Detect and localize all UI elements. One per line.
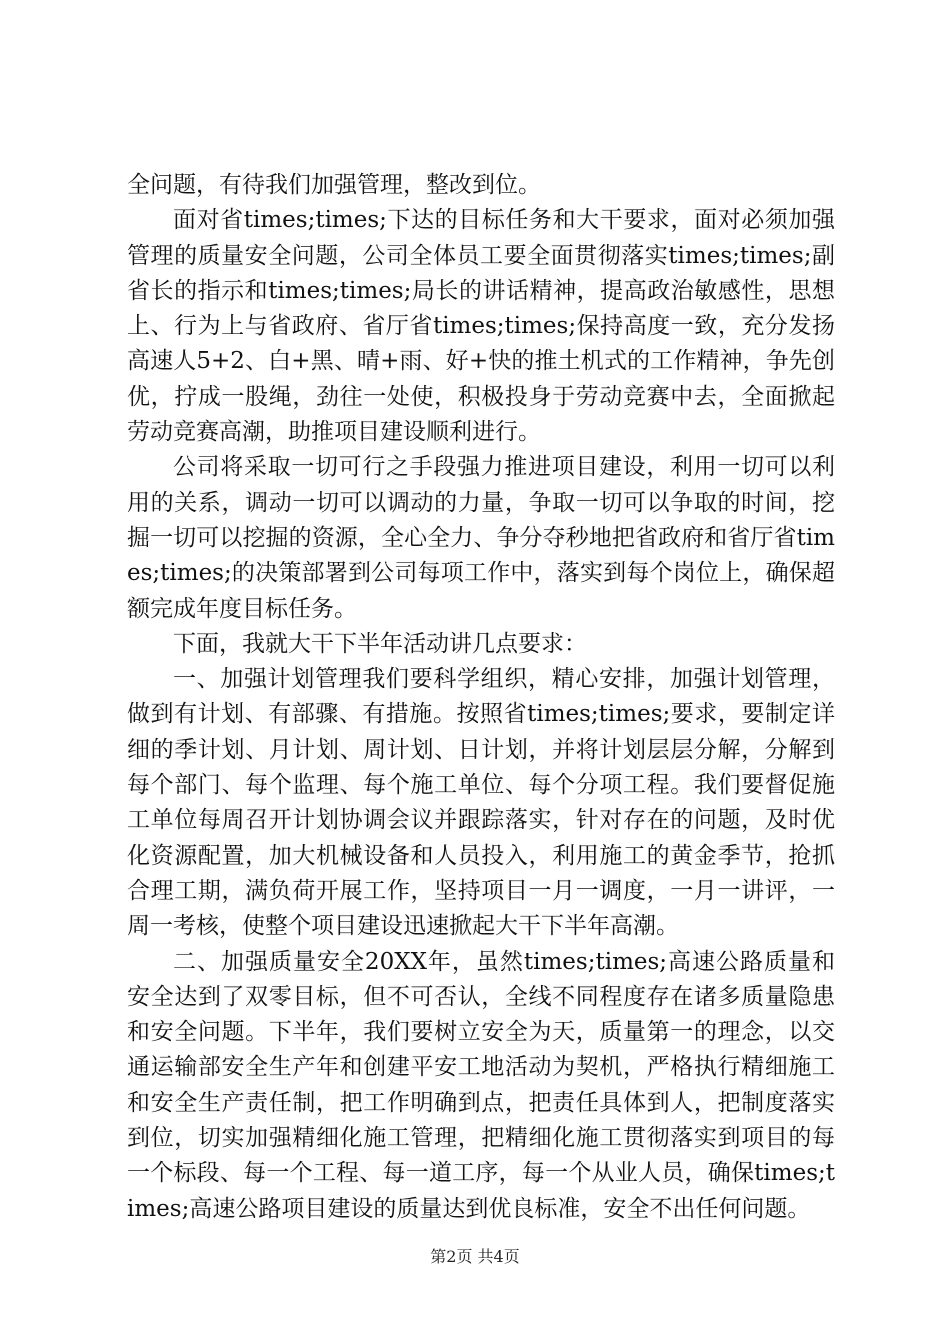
paragraph: 面对省times;times;下达的目标任务和大干要求，面对必须加强管理的质量安全问题，公司全体员工要全面贯彻落实times;times;副省长的指示和times;times;局长的讲话精神，提高政治敏感性，思想上、行为上与省政府、省厅省times;times;保持高度一致，充分发扬高速人5+2、白+黑、晴+雨、好+快的推土机式的工作精神，争先创优，拧成一股绳，劲往一处使，积极投身于劳动竞赛中去，全面掀起劳动竞赛高潮，助推项目建设顺利进行。 (127, 207, 835, 446)
paragraph-continuation: 全问题，有待我们加强管理，整改到位。 (127, 172, 541, 198)
paragraph: 二、加强质量安全20XX年，虽然times;times;高速公路质量和安全达到了双零目标，但不可否认，全线不同程度存在诸多质量隐患和安全问题。下半年，我们要树立安全为天，质量第一的理念，以交通运输部安全生产年和创建平安工地活动为契机，严格执行精细施工和安全生产责任制，把工作明确到点，把责任具体到人，把制度落实到位，切实加强精细化施工管理，把精细化施工贯彻落实到项目的每一个标段、每一个工程、每一道工序，每一个从业人员，确保times;times;高速公路项目建设的质量达到优良标准，安全不出任何问题。 (127, 948, 835, 1222)
paragraph: 下面，我就大干下半年活动讲几点要求： (173, 630, 587, 657)
page-number-footer: 第2页 共4页 (430, 1247, 520, 1266)
paragraph: 公司将采取一切可行之手段强力推进项目建设，利用一切可以利用的关系，调动一切可以调动的力量，争取一切可以争取的时间，挖掘一切可以挖掘的资源，全心全力、争分夺秒地把省政府和省厅省times;times;的决策部署到公司每项工作中，落实到每个岗位上，确保超额完成年度目标任务。 (127, 454, 835, 622)
paragraph: 一、加强计划管理我们要科学组织，精心安排，加强计划管理，做到有计划、有部骤、有措施。按照省times;times;要求，要制定详细的季计划、月计划、周计划、日计划，并将计划层层分解，分解到每个部门、每个监理、每个施工单位、每个分项工程。我们要督促施工单位每周召开计划协调会议并跟踪落实，针对存在的问题，及时优化资源配置，加大机械设备和人员投入，利用施工的黄金季节，抢抓合理工期，满负荷开展工作，坚持项目一月一调度，一月一讲评，一周一考核，使整个项目建设迅速掀起大干下半年高潮。 (127, 666, 835, 940)
document-body (127, 168, 835, 1227)
